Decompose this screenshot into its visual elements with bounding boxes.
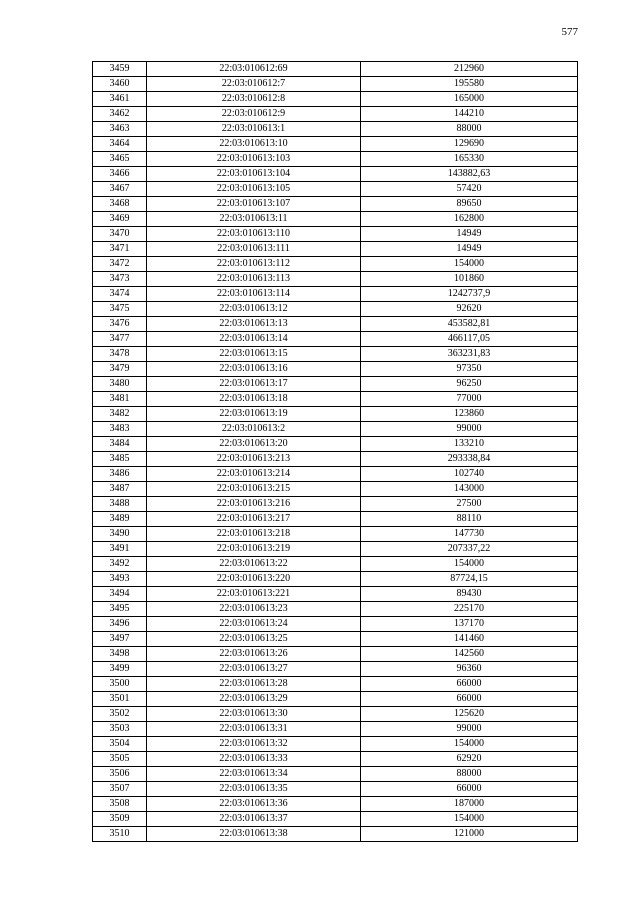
row-number-cell: 3476 — [93, 317, 147, 332]
value-cell: 207337,22 — [361, 542, 578, 557]
table-row — [93, 572, 578, 587]
cadastral-number-cell: 22:03:010613:220 — [147, 572, 361, 587]
table-row — [93, 707, 578, 722]
row-number-cell: 3477 — [93, 332, 147, 347]
table-row — [93, 167, 578, 182]
row-number-cell: 3508 — [93, 797, 147, 812]
table-row — [93, 662, 578, 677]
table-row — [93, 557, 578, 572]
value-cell: 89650 — [361, 197, 578, 212]
row-number-cell: 3491 — [93, 542, 147, 557]
table-row — [93, 512, 578, 527]
table-row — [93, 62, 578, 77]
cadastral-number-cell: 22:03:010613:2 — [147, 422, 361, 437]
table-row — [93, 377, 578, 392]
row-number-cell: 3465 — [93, 152, 147, 167]
value-cell: 14949 — [361, 227, 578, 242]
row-number-cell: 3480 — [93, 377, 147, 392]
cadastral-number-cell: 22:03:010613:27 — [147, 662, 361, 677]
cadastral-number-cell: 22:03:010613:18 — [147, 392, 361, 407]
cadastral-number-cell: 22:03:010613:216 — [147, 497, 361, 512]
table-row — [93, 782, 578, 797]
cadastral-number-cell: 22:03:010613:1 — [147, 122, 361, 137]
value-cell: 66000 — [361, 677, 578, 692]
value-cell: 143882,63 — [361, 167, 578, 182]
value-cell: 88000 — [361, 767, 578, 782]
value-cell: 165330 — [361, 152, 578, 167]
row-number-cell: 3499 — [93, 662, 147, 677]
cadastral-number-cell: 22:03:010612:9 — [147, 107, 361, 122]
table-row — [93, 242, 578, 257]
table-row — [93, 182, 578, 197]
value-cell: 96360 — [361, 662, 578, 677]
value-cell: 88000 — [361, 122, 578, 137]
row-number-cell: 3473 — [93, 272, 147, 287]
row-number-cell: 3494 — [93, 587, 147, 602]
table-row — [93, 497, 578, 512]
table-row — [93, 77, 578, 92]
value-cell: 121000 — [361, 827, 578, 842]
value-cell: 154000 — [361, 557, 578, 572]
table-row — [93, 647, 578, 662]
row-number-cell: 3492 — [93, 557, 147, 572]
value-cell: 147730 — [361, 527, 578, 542]
row-number-cell: 3493 — [93, 572, 147, 587]
table-row — [93, 347, 578, 362]
value-cell: 99000 — [361, 422, 578, 437]
cadastral-number-cell: 22:03:010613:114 — [147, 287, 361, 302]
row-number-cell: 3460 — [93, 77, 147, 92]
cadastral-number-cell: 22:03:010613:34 — [147, 767, 361, 782]
cadastral-number-cell: 22:03:010613:25 — [147, 632, 361, 647]
table-row — [93, 827, 578, 842]
row-number-cell: 3469 — [93, 212, 147, 227]
table-row — [93, 677, 578, 692]
row-number-cell: 3498 — [93, 647, 147, 662]
row-number-cell: 3475 — [93, 302, 147, 317]
cadastral-number-cell: 22:03:010613:26 — [147, 647, 361, 662]
table-row — [93, 722, 578, 737]
cadastral-number-cell: 22:03:010613:110 — [147, 227, 361, 242]
cadastral-number-cell: 22:03:010613:10 — [147, 137, 361, 152]
value-cell: 154000 — [361, 257, 578, 272]
table-row — [93, 422, 578, 437]
row-number-cell: 3487 — [93, 482, 147, 497]
value-cell: 88110 — [361, 512, 578, 527]
value-cell: 363231,83 — [361, 347, 578, 362]
value-cell: 225170 — [361, 602, 578, 617]
value-cell: 141460 — [361, 632, 578, 647]
table-row — [93, 482, 578, 497]
row-number-cell: 3467 — [93, 182, 147, 197]
cadastral-number-cell: 22:03:010613:214 — [147, 467, 361, 482]
table-row — [93, 152, 578, 167]
value-cell: 129690 — [361, 137, 578, 152]
value-cell: 187000 — [361, 797, 578, 812]
cadastral-number-cell: 22:03:010613:111 — [147, 242, 361, 257]
row-number-cell: 3489 — [93, 512, 147, 527]
table-row — [93, 137, 578, 152]
table-row — [93, 692, 578, 707]
value-cell: 154000 — [361, 737, 578, 752]
row-number-cell: 3483 — [93, 422, 147, 437]
cadastral-number-cell: 22:03:010613:107 — [147, 197, 361, 212]
row-number-cell: 3472 — [93, 257, 147, 272]
cadastral-number-cell: 22:03:010613:22 — [147, 557, 361, 572]
table-row — [93, 302, 578, 317]
value-cell: 195580 — [361, 77, 578, 92]
table-row — [93, 407, 578, 422]
row-number-cell: 3506 — [93, 767, 147, 782]
cadastral-number-cell: 22:03:010613:215 — [147, 482, 361, 497]
value-cell: 293338,84 — [361, 452, 578, 467]
value-cell: 142560 — [361, 647, 578, 662]
row-number-cell: 3496 — [93, 617, 147, 632]
registry-table-body — [93, 62, 578, 842]
row-number-cell: 3495 — [93, 602, 147, 617]
table-row — [93, 752, 578, 767]
table-row — [93, 467, 578, 482]
value-cell: 66000 — [361, 782, 578, 797]
table-row — [93, 797, 578, 812]
table-row — [93, 122, 578, 137]
row-number-cell: 3459 — [93, 62, 147, 77]
value-cell: 27500 — [361, 497, 578, 512]
row-number-cell: 3471 — [93, 242, 147, 257]
table-row — [93, 527, 578, 542]
row-number-cell: 3474 — [93, 287, 147, 302]
row-number-cell: 3510 — [93, 827, 147, 842]
row-number-cell: 3468 — [93, 197, 147, 212]
cadastral-number-cell: 22:03:010613:11 — [147, 212, 361, 227]
cadastral-number-cell: 22:03:010612:7 — [147, 77, 361, 92]
row-number-cell: 3490 — [93, 527, 147, 542]
row-number-cell: 3507 — [93, 782, 147, 797]
value-cell: 212960 — [361, 62, 578, 77]
value-cell: 57420 — [361, 182, 578, 197]
cadastral-number-cell: 22:03:010613:20 — [147, 437, 361, 452]
row-number-cell: 3505 — [93, 752, 147, 767]
cadastral-number-cell: 22:03:010613:19 — [147, 407, 361, 422]
value-cell: 165000 — [361, 92, 578, 107]
cadastral-number-cell: 22:03:010613:24 — [147, 617, 361, 632]
table-row — [93, 227, 578, 242]
row-number-cell: 3481 — [93, 392, 147, 407]
value-cell: 137170 — [361, 617, 578, 632]
value-cell: 101860 — [361, 272, 578, 287]
row-number-cell: 3479 — [93, 362, 147, 377]
cadastral-number-cell: 22:03:010613:23 — [147, 602, 361, 617]
cadastral-number-cell: 22:03:010613:219 — [147, 542, 361, 557]
table-row — [93, 767, 578, 782]
table-row — [93, 812, 578, 827]
value-cell: 87724,15 — [361, 572, 578, 587]
cadastral-number-cell: 22:03:010613:218 — [147, 527, 361, 542]
value-cell: 466117,05 — [361, 332, 578, 347]
row-number-cell: 3478 — [93, 347, 147, 362]
row-number-cell: 3482 — [93, 407, 147, 422]
table-row — [93, 332, 578, 347]
table-row — [93, 287, 578, 302]
cadastral-number-cell: 22:03:010613:15 — [147, 347, 361, 362]
table-row — [93, 257, 578, 272]
cadastral-number-cell: 22:03:010612:69 — [147, 62, 361, 77]
row-number-cell: 3462 — [93, 107, 147, 122]
table-row — [93, 632, 578, 647]
cadastral-number-cell: 22:03:010613:31 — [147, 722, 361, 737]
row-number-cell: 3463 — [93, 122, 147, 137]
row-number-cell: 3461 — [93, 92, 147, 107]
table-row — [93, 617, 578, 632]
cadastral-number-cell: 22:03:010613:221 — [147, 587, 361, 602]
row-number-cell: 3464 — [93, 137, 147, 152]
value-cell: 66000 — [361, 692, 578, 707]
row-number-cell: 3466 — [93, 167, 147, 182]
row-number-cell: 3500 — [93, 677, 147, 692]
table-row — [93, 737, 578, 752]
registry-table — [92, 61, 578, 842]
row-number-cell: 3484 — [93, 437, 147, 452]
cadastral-number-cell: 22:03:010613:28 — [147, 677, 361, 692]
value-cell: 133210 — [361, 437, 578, 452]
cadastral-number-cell: 22:03:010613:37 — [147, 812, 361, 827]
cadastral-number-cell: 22:03:010613:17 — [147, 377, 361, 392]
cadastral-number-cell: 22:03:010613:35 — [147, 782, 361, 797]
cadastral-number-cell: 22:03:010613:113 — [147, 272, 361, 287]
cadastral-number-cell: 22:03:010613:33 — [147, 752, 361, 767]
table-row — [93, 212, 578, 227]
table-row — [93, 107, 578, 122]
table-row — [93, 197, 578, 212]
table-row — [93, 92, 578, 107]
value-cell: 1242737,9 — [361, 287, 578, 302]
value-cell: 154000 — [361, 812, 578, 827]
table-row — [93, 362, 578, 377]
cadastral-number-cell: 22:03:010613:36 — [147, 797, 361, 812]
cadastral-number-cell: 22:03:010613:105 — [147, 182, 361, 197]
row-number-cell: 3501 — [93, 692, 147, 707]
row-number-cell: 3485 — [93, 452, 147, 467]
row-number-cell: 3488 — [93, 497, 147, 512]
row-number-cell: 3502 — [93, 707, 147, 722]
row-number-cell: 3504 — [93, 737, 147, 752]
table-row — [93, 437, 578, 452]
table-row — [93, 317, 578, 332]
table-row — [93, 272, 578, 287]
row-number-cell: 3509 — [93, 812, 147, 827]
cadastral-number-cell: 22:03:010613:16 — [147, 362, 361, 377]
row-number-cell: 3470 — [93, 227, 147, 242]
table-row — [93, 452, 578, 467]
cadastral-number-cell: 22:03:010613:29 — [147, 692, 361, 707]
value-cell: 123860 — [361, 407, 578, 422]
table-row — [93, 542, 578, 557]
value-cell: 89430 — [361, 587, 578, 602]
value-cell: 14949 — [361, 242, 578, 257]
cadastral-number-cell: 22:03:010613:213 — [147, 452, 361, 467]
cadastral-number-cell: 22:03:010613:32 — [147, 737, 361, 752]
value-cell: 92620 — [361, 302, 578, 317]
value-cell: 143000 — [361, 482, 578, 497]
value-cell: 99000 — [361, 722, 578, 737]
cadastral-number-cell: 22:03:010613:217 — [147, 512, 361, 527]
cadastral-number-cell: 22:03:010613:30 — [147, 707, 361, 722]
cadastral-number-cell: 22:03:010612:8 — [147, 92, 361, 107]
table-row — [93, 587, 578, 602]
page-number: 577 — [561, 26, 578, 38]
value-cell: 125620 — [361, 707, 578, 722]
value-cell: 453582,81 — [361, 317, 578, 332]
value-cell: 144210 — [361, 107, 578, 122]
cadastral-number-cell: 22:03:010613:112 — [147, 257, 361, 272]
cadastral-number-cell: 22:03:010613:104 — [147, 167, 361, 182]
cadastral-number-cell: 22:03:010613:14 — [147, 332, 361, 347]
row-number-cell: 3497 — [93, 632, 147, 647]
table-row — [93, 602, 578, 617]
cadastral-number-cell: 22:03:010613:13 — [147, 317, 361, 332]
value-cell: 97350 — [361, 362, 578, 377]
row-number-cell: 3486 — [93, 467, 147, 482]
cadastral-number-cell: 22:03:010613:12 — [147, 302, 361, 317]
cadastral-number-cell: 22:03:010613:103 — [147, 152, 361, 167]
value-cell: 62920 — [361, 752, 578, 767]
value-cell: 96250 — [361, 377, 578, 392]
value-cell: 162800 — [361, 212, 578, 227]
row-number-cell: 3503 — [93, 722, 147, 737]
value-cell: 77000 — [361, 392, 578, 407]
value-cell: 102740 — [361, 467, 578, 482]
cadastral-number-cell: 22:03:010613:38 — [147, 827, 361, 842]
table-row — [93, 392, 578, 407]
